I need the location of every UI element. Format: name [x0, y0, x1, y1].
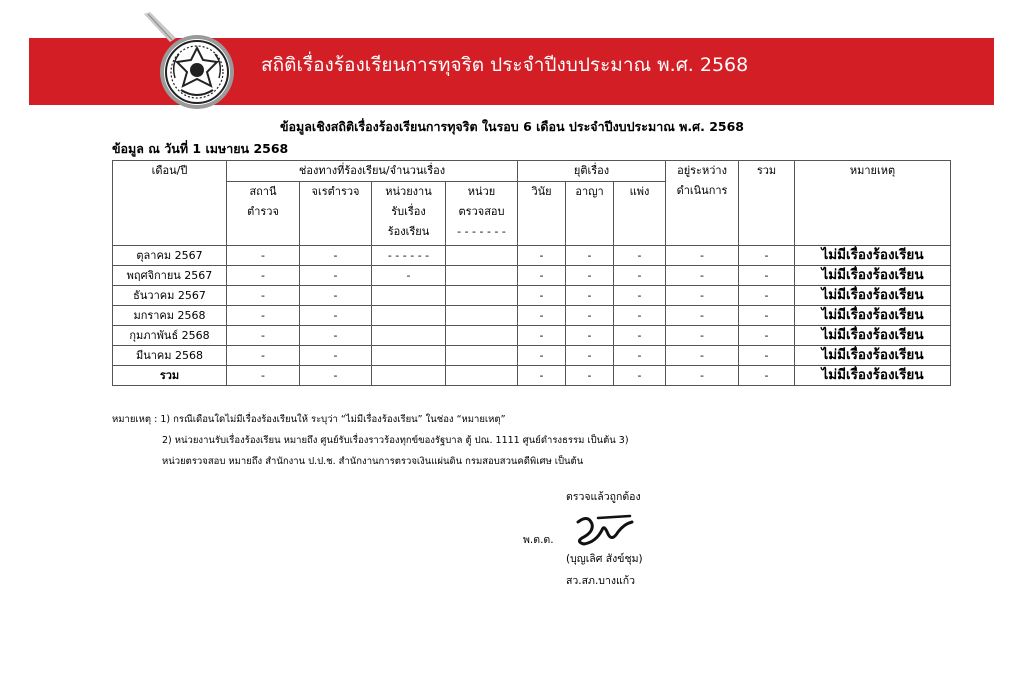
cell-audit: [446, 286, 518, 306]
cell-civil: -: [614, 326, 666, 346]
signer-position: สว.สภ.บางแก้ว: [566, 575, 636, 587]
cell-civil: -: [614, 366, 666, 386]
audit-label: หน่วย ตรวจสอบ - - - - - - -: [457, 185, 506, 238]
cell-audit: [446, 326, 518, 346]
footnotes: [112, 409, 629, 472]
report-subtitle: ข้อมูลเชิงสถิติเรื่องร้องเรียนการทุจริต ในรอบ 6 เดือน ประจำปีงบประมาณ พ.ศ. 2568: [279, 119, 744, 134]
footnote-line-2: 2) หน่วยงานรับเรื่องร้องเรียน หมายถึง ศูนย์รับเรื่องราวร้องทุกข์ของรัฐบาล ตู้ ปณ. 1111 ศูนย์ดำรงธรรม เป็นต้น 3): [162, 435, 629, 446]
col-header-remark: หมายเหตุ: [795, 161, 951, 246]
cell-audit: [446, 306, 518, 326]
cell-agency: - - - - - -: [372, 246, 446, 266]
cell-officer: -: [300, 306, 372, 326]
cell-civil: -: [614, 266, 666, 286]
verified-text: ตรวจแล้วถูกต้อง: [566, 491, 641, 503]
cell-civil: -: [614, 286, 666, 306]
row-month: ตุลาคม 2567: [113, 246, 227, 266]
signer-name: (บุญเลิศ สังข์ชุม): [566, 553, 643, 565]
cell-discipline: -: [518, 366, 566, 386]
cell-civil: -: [614, 306, 666, 326]
page-title: สถิติเรื่องร้องเรียนการทุจริต ประจำปีงบประมาณ พ.ศ. 2568: [261, 54, 749, 76]
cell-officer: -: [300, 266, 372, 286]
cell-discipline: -: [518, 326, 566, 346]
row-month: กุมภาพันธ์ 2568: [113, 326, 227, 346]
row-month: ธันวาคม 2567: [113, 286, 227, 306]
cell-civil: -: [614, 346, 666, 366]
cell-total: -: [739, 306, 795, 326]
total-row-label: รวม: [113, 366, 227, 386]
col-header-discipline: วินัย: [518, 182, 566, 246]
cell-audit: [446, 346, 518, 366]
table-row: [113, 266, 951, 286]
row-month: มกราคม 2568: [113, 306, 227, 326]
col-header-officer: จเรตำรวจ: [300, 182, 372, 246]
table-row: [113, 346, 951, 366]
cell-in-progress: -: [666, 286, 739, 306]
cell-discipline: -: [518, 246, 566, 266]
cell-agency: [372, 346, 446, 366]
cell-discipline: -: [518, 266, 566, 286]
police-emblem-icon: [159, 34, 235, 110]
table-row: [113, 326, 951, 346]
cell-discipline: -: [518, 286, 566, 306]
cell-in-progress: -: [666, 246, 739, 266]
cell-station: -: [227, 286, 300, 306]
cell-criminal: -: [566, 366, 614, 386]
cell-agency: [372, 326, 446, 346]
cell-in-progress: -: [666, 266, 739, 286]
station-label: สถานี ตำรวจ: [247, 185, 279, 218]
footnote-line-1: หมายเหตุ : 1) กรณีเดือนใดไม่มีเรื่องร้องเรียนให้ ระบุว่า “ไม่มีเรื่องร้องเรียน” ในช่อง “หมายเหตุ”: [112, 414, 506, 425]
col-header-audit: [446, 182, 518, 246]
col-header-civil: แพ่ง: [614, 182, 666, 246]
col-header-channels: ช่องทางที่ร้องเรียน/จำนวนเรื่อง: [227, 161, 518, 182]
col-header-in-progress: [666, 161, 739, 246]
cell-remark: ไม่มีเรื่องร้องเรียน: [795, 286, 951, 306]
complaint-stats-table: [112, 160, 951, 386]
table-row: [113, 306, 951, 326]
cell-agency: [372, 366, 446, 386]
cell-criminal: -: [566, 266, 614, 286]
cell-station: -: [227, 366, 300, 386]
cell-officer: -: [300, 366, 372, 386]
signer-rank: พ.ต.ต.: [523, 534, 554, 546]
agency-label: หน่วยงาน รับเรื่อง ร้องเรียน: [385, 185, 432, 238]
col-header-total: รวม: [739, 161, 795, 246]
col-header-month: เดือน/ปี: [113, 161, 227, 246]
cell-agency: [372, 286, 446, 306]
row-month: พฤศจิกายน 2567: [113, 266, 227, 286]
cell-criminal: -: [566, 286, 614, 306]
cell-criminal: -: [566, 346, 614, 366]
footnote-line-3: หน่วยตรวจสอบ หมายถึง สำนักงาน ป.ป.ช. สำนักงานการตรวจเงินแผ่นดิน กรมสอบสวนคดีพิเศษ เป็นต้น: [162, 456, 584, 467]
cell-station: -: [227, 266, 300, 286]
as-of-date: ข้อมูล ณ วันที่ 1 เมษายน 2568: [112, 141, 289, 156]
cell-total: -: [739, 366, 795, 386]
cell-criminal: -: [566, 246, 614, 266]
cell-remark: ไม่มีเรื่องร้องเรียน: [795, 266, 951, 286]
cell-officer: -: [300, 286, 372, 306]
cell-discipline: -: [518, 306, 566, 326]
cell-total: -: [739, 286, 795, 306]
handwritten-signature: [568, 512, 638, 548]
cell-remark: ไม่มีเรื่องร้องเรียน: [795, 366, 951, 386]
cell-remark: ไม่มีเรื่องร้องเรียน: [795, 326, 951, 346]
cell-total: -: [739, 266, 795, 286]
cell-criminal: -: [566, 326, 614, 346]
cell-civil: -: [614, 246, 666, 266]
in-progress-label: อยู่ระหว่าง ดำเนินการ: [676, 164, 728, 197]
cell-remark: ไม่มีเรื่องร้องเรียน: [795, 246, 951, 266]
table-row: [113, 246, 951, 266]
col-header-agency: [372, 182, 446, 246]
table-total-row: [113, 366, 951, 386]
cell-station: -: [227, 306, 300, 326]
cell-in-progress: -: [666, 326, 739, 346]
cell-in-progress: -: [666, 366, 739, 386]
col-header-criminal: อาญา: [566, 182, 614, 246]
cell-discipline: -: [518, 346, 566, 366]
cell-station: -: [227, 246, 300, 266]
cell-station: -: [227, 326, 300, 346]
col-header-resolved: ยุติเรื่อง: [518, 161, 666, 182]
cell-total: -: [739, 246, 795, 266]
cell-total: -: [739, 346, 795, 366]
cell-agency: -: [372, 266, 446, 286]
cell-criminal: -: [566, 306, 614, 326]
cell-remark: ไม่มีเรื่องร้องเรียน: [795, 346, 951, 366]
cell-audit: [446, 246, 518, 266]
cell-audit: [446, 266, 518, 286]
cell-in-progress: -: [666, 306, 739, 326]
row-month: มีนาคม 2568: [113, 346, 227, 366]
table-row: [113, 286, 951, 306]
cell-station: -: [227, 346, 300, 366]
cell-audit: [446, 366, 518, 386]
col-header-station: [227, 182, 300, 246]
cell-total: -: [739, 326, 795, 346]
cell-officer: -: [300, 346, 372, 366]
cell-in-progress: -: [666, 346, 739, 366]
cell-remark: ไม่มีเรื่องร้องเรียน: [795, 306, 951, 326]
cell-officer: -: [300, 326, 372, 346]
cell-officer: -: [300, 246, 372, 266]
cell-agency: [372, 306, 446, 326]
